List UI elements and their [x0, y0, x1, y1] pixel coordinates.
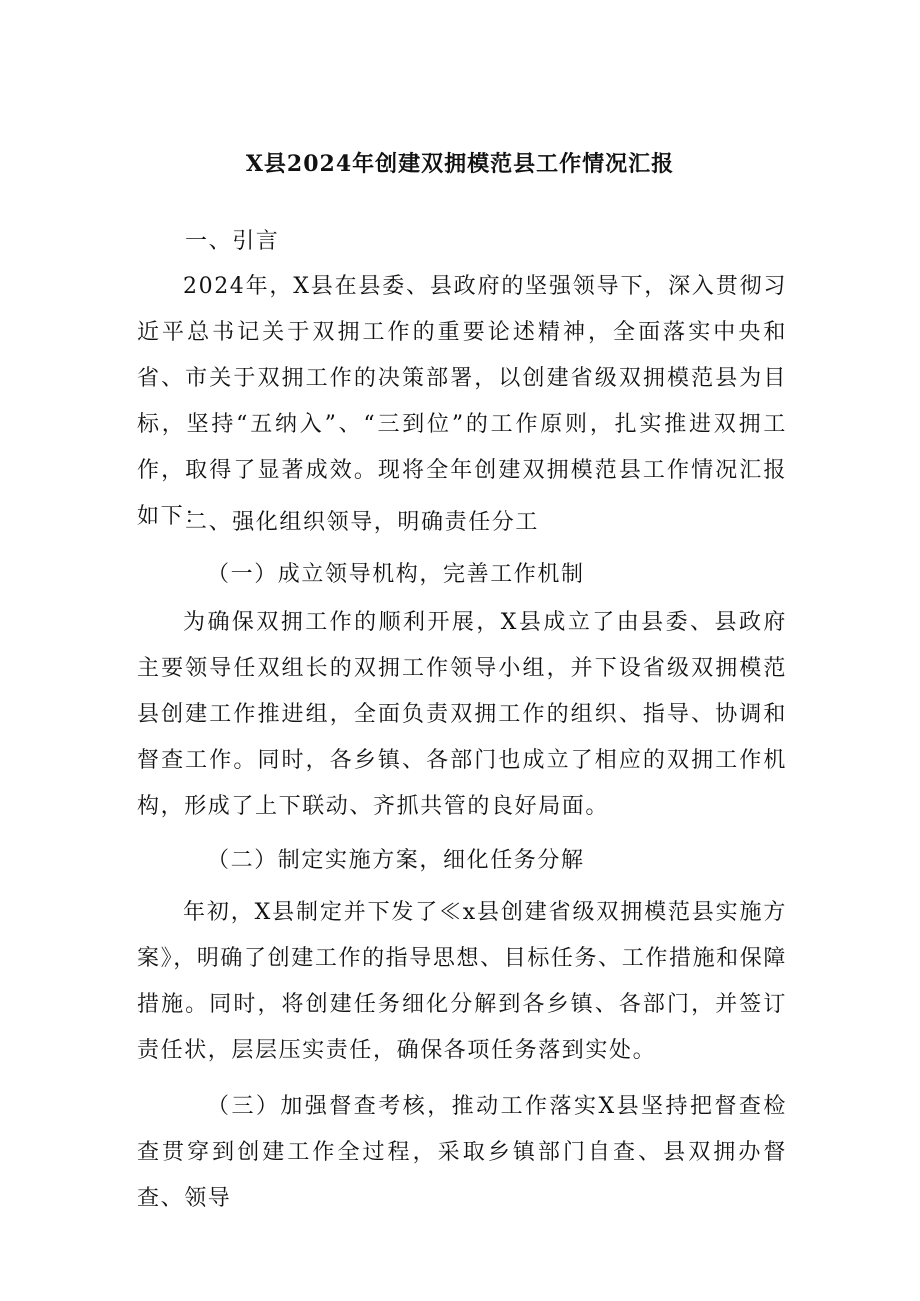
subsection-heading-plan: （二）制定实施方案，细化任务分解 [207, 848, 585, 873]
intro-paragraph: 2024年，X县在县委、县政府的坚强领导下，深入贯彻习近平总书记关于双拥工作的重要论述精神，全面落实中央和省、市关于双拥工作的决策部署，以创建省级双拥模范县为目标，坚持“五纳入”、“三到位”的工作原则，扎实推进双拥工作，取得了显著成效。现将全年创建双拥模范县工作情况汇报如下： [137, 274, 787, 529]
subsection-heading-leadership: （一）成立领导机构，完善工作机制 [207, 562, 585, 587]
plan-paragraph: 年初，X县制定并下发了≪x县创建省级双拥模范县实施方案》，明确了创建工作的指导思想、目标任务、工作措施和保障措施。同时，将创建任务细化分解到各乡镇、各部门，并签订责任状，层层压实责任，确保各项任务落到实处。 [137, 900, 787, 1063]
leadership-paragraph: 为确保双拥工作的顺利开展，X县成立了由县委、县政府主要领导任双组长的双拥工作领导小组，并下设省级双拥模范县创建工作推进组，全面负责双拥工作的组织、指导、协调和督查工作。同时，各乡镇、各部门也成立了相应的双拥工作机构，形成了上下联动、齐抓共管的良好局面。 [137, 610, 787, 819]
section-heading-organization: 二、强化组织领导，明确责任分工 [185, 510, 540, 535]
supervision-paragraph: （三）加强督查考核，推动工作落实X县坚持把督查检查贯穿到创建工作全过程，采取乡镇部门自查、县双拥办督查、领导 [137, 1094, 787, 1211]
section-heading-introduction: 一、引言 [185, 229, 280, 254]
document-title: X县2024年创建双拥模范县工作情况汇报 [245, 151, 675, 177]
